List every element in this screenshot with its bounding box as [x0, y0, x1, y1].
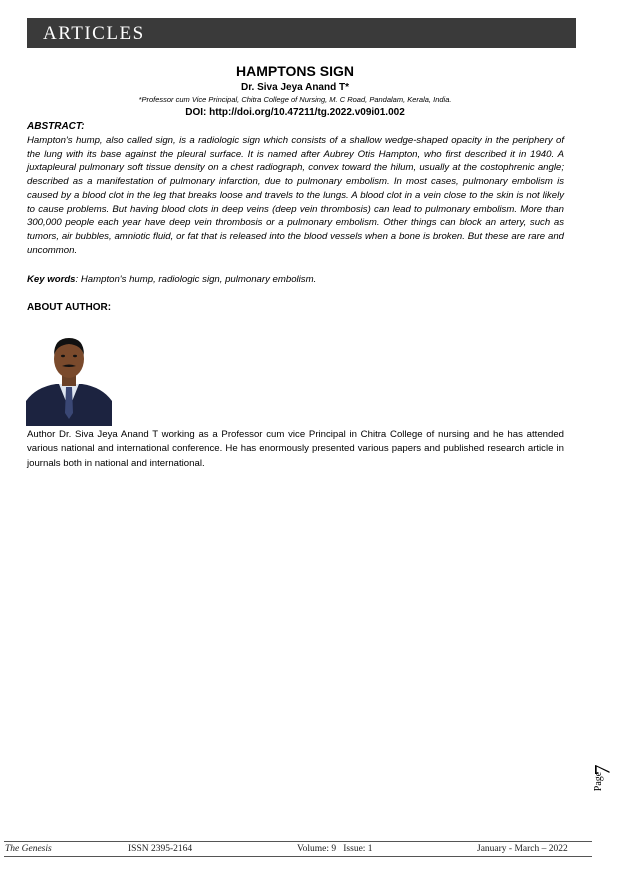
footer-issn: ISSN 2395-2164	[128, 844, 193, 854]
footer-rule-bottom	[4, 856, 592, 857]
section-banner	[27, 18, 576, 48]
doi-link[interactable]: DOI: http://doi.org/10.47211/tg.2022.v09i01.002	[185, 107, 405, 118]
page-number	[589, 760, 618, 800]
author-photo	[26, 329, 112, 426]
keywords	[27, 274, 316, 285]
author-affiliation: *Professor cum Vice Principal, Chitra College of Nursing, M. C Road, Pandalam, Kerala, India.	[138, 95, 452, 104]
page-num: 7	[589, 764, 615, 776]
keywords-label: Key words	[27, 274, 76, 285]
page-word: Page	[593, 771, 605, 792]
author-name: Dr. Siva Jeya Anand T*	[240, 82, 349, 93]
abstract-heading: ABSTRACT:	[27, 121, 85, 132]
footer-volume: Volume: 9 Issue: 1	[297, 844, 373, 854]
footer-date: January - March – 2022	[477, 844, 568, 854]
author-portrait-icon	[26, 329, 112, 426]
footer-rule-top	[4, 841, 592, 842]
about-author-heading: ABOUT AUTHOR:	[27, 302, 112, 313]
author-bio: Author Dr. Siva Jeya Anand T working as a Professor cum vice Principal in Chitra College of nursing and he has attended various national and international conference. He has enormously presented various papers and published research article in journals both in national and international.	[27, 429, 564, 469]
keywords-text: : Hampton's hump, radiologic sign, pulmonary embolism.	[75, 274, 317, 285]
article-title: HAMPTONS SIGN	[236, 63, 354, 79]
abstract-text: Hampton's hump, also called sign, is a radiologic sign which consists of a shallow wedge-shaped opacity in the periphery of the lung with its base against the pleural surface. It is named after Aubrey Otis Hampton, who first described it in 1940. A juxtapleural pulmonary soft tissue density on a chest radiograph, convex toward the hilum, usually at the costophrenic angle; described as a manifestation of pulmonary infarction, due to pulmonary embolism. In most cases, pulmonary embolism is caused by a blood clot in the leg that breaks loose and travels to the lungs. A blood clot in a vein close to the skin is not likely to cause problems. But having blood clots in deep veins (deep vein thrombosis) can lead to pulmonary embolism. More than 300,000 people each year have deep vein thrombosis or a pulmonary embolism. Other things can block an artery, such as tumors, air bubbles, amniotic fluid, or fat that is released into the blood vessels when a bone is broken. But these are rare and uncommon.	[27, 135, 564, 256]
section-label: ARTICLES	[43, 23, 145, 44]
footer-journal: The Genesis	[5, 844, 52, 854]
